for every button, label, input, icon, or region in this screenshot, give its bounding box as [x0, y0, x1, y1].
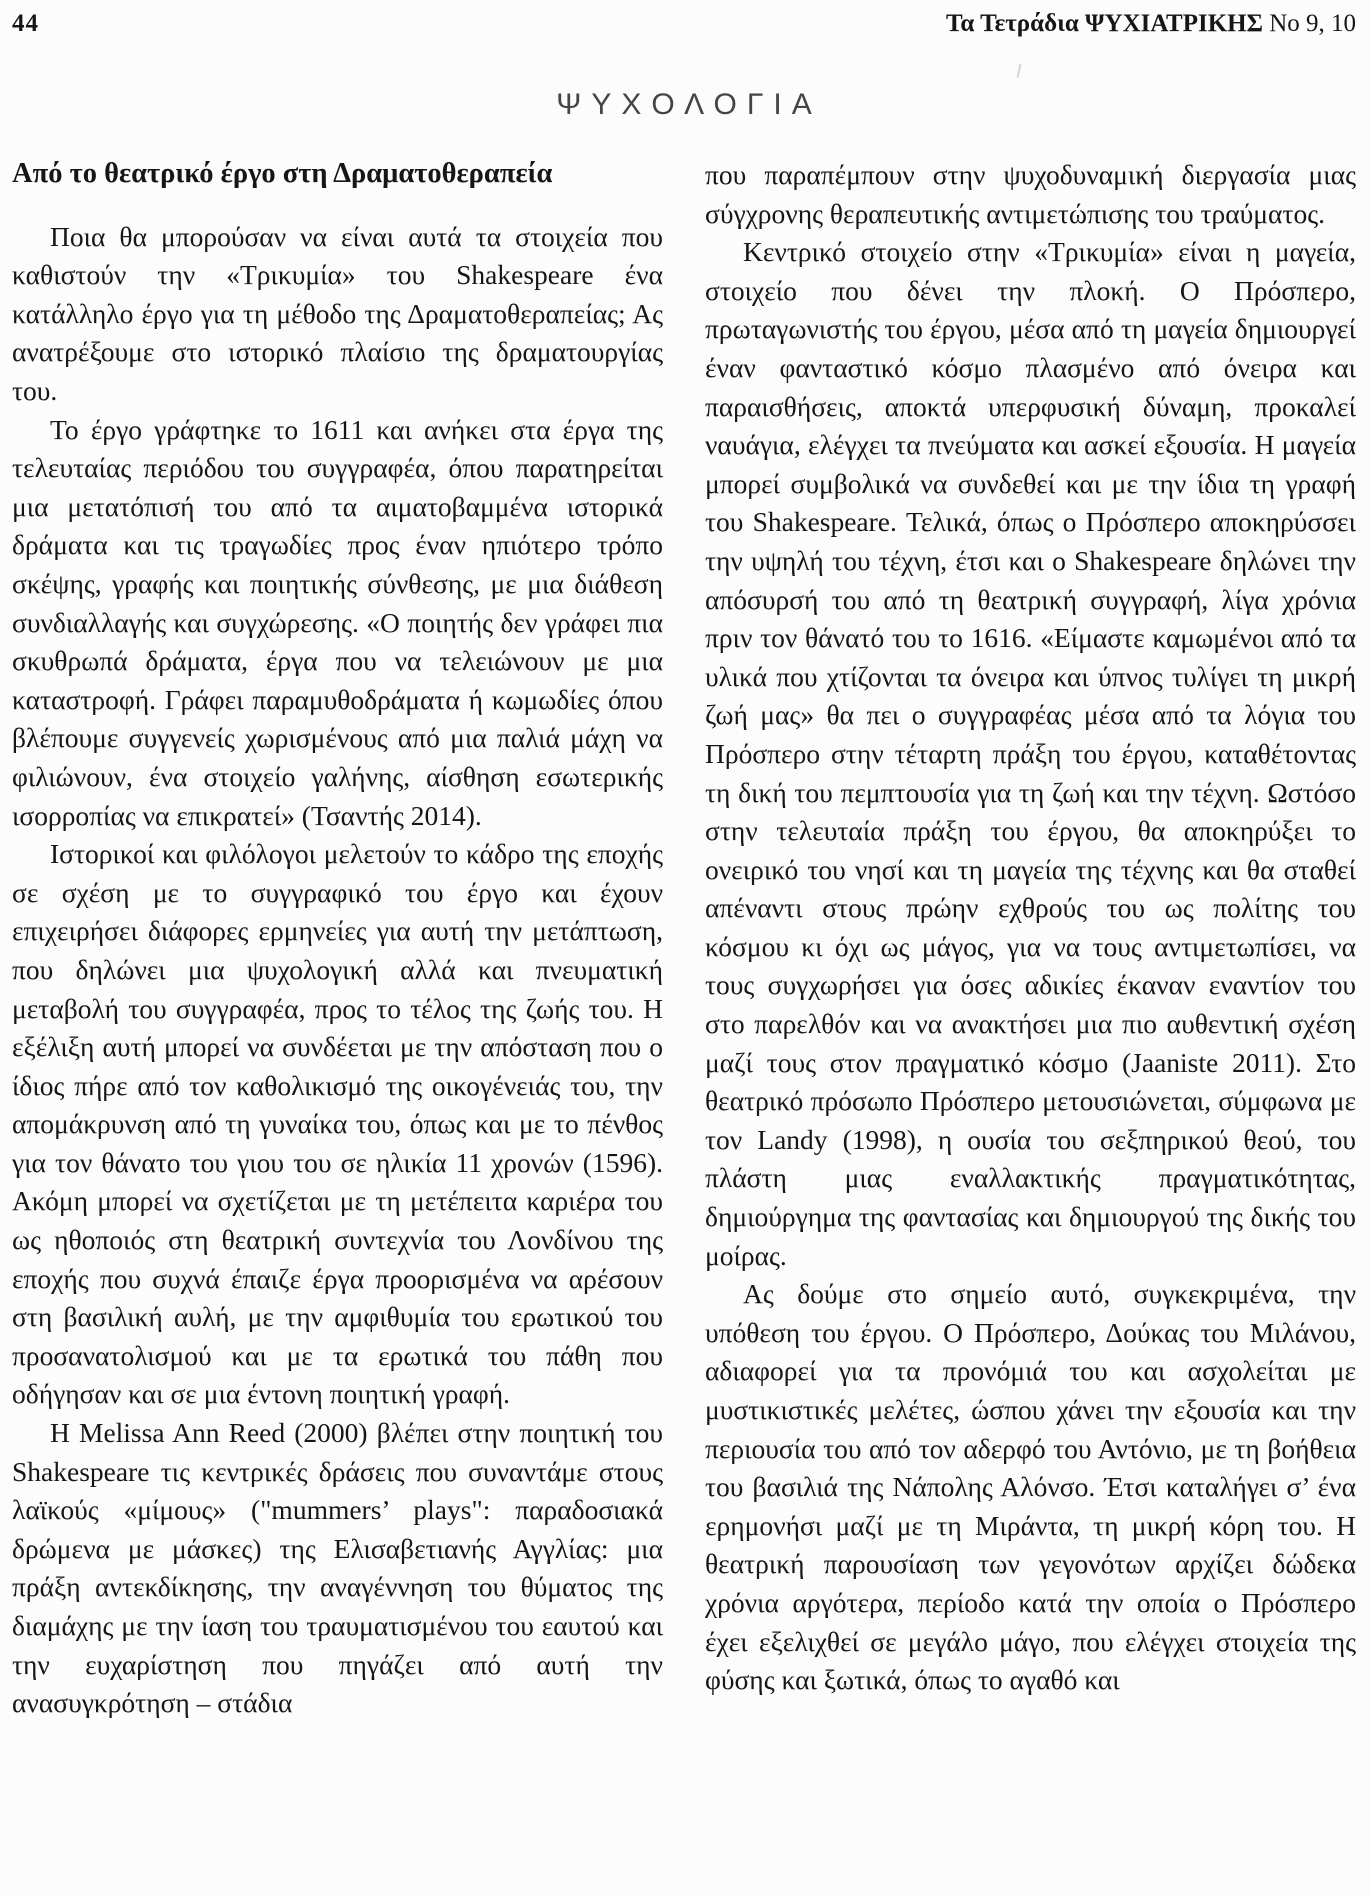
paragraph: Ποια θα μπορούσαν να είναι αυτά τα στοιχεία που καθιστούν την «Τρικυμία» του Shakespeare ένα κατάλληλο έργο για τη μέθοδο της Δραματοθεραπείας; Ας ανατρέξουμε στο ιστορικό πλαίσιο της δραματουργίας του. — [12, 220, 663, 406]
article-title: Από το θεατρικό έργο στη Δραματοθεραπεία — [12, 158, 553, 189]
page-header — [12, 10, 1356, 38]
paragraph: Το έργο γράφτηκε το 1611 και ανήκει στα έργα της τελευταίας περιόδου του συγγραφέα, όπου παρατηρείται μια μετατόπισή του από τα αιματοβαμμένα ιστορικά δράματα και τις τραγωδίες προς έναν ηπιότερο τρόπο σκέψης, γραφής και ποιητικής σύνθεσης, με μια διάθεση συνδιαλλαγής και συγχώρεσης. «Ο ποιητής δεν γράφει πια σκυθρωπά δράματα, έργα που να τελειώνουν με μια καταστροφή. Γράφει παραμυθοδράματα ή κωμωδίες όπου βλέπουμε συγγενείς χωρισμένους από μια παλιά μάχη να φιλιώνουν, ένα στοιχείο γαλήνης, αίσθηση εσωτερικής ισορροπίας να επικρατεί» (Τσαντής 2014). — [12, 413, 663, 831]
paragraph-continuation: που παραπέμπουν στην ψυχοδυναμική διεργασία μιας σύγχρονης θεραπευτικής αντιμετώπισης του τραύματος. — [705, 159, 1356, 229]
scan-artifact — [1017, 64, 1022, 78]
left-column — [12, 156, 663, 1723]
paragraph: Ιστορικοί και φιλόλογοι μελετούν το κάδρο της εποχής σε σχέση με το συγγραφικό του έργο και έχουν επιχειρήσει διάφορες ερμηνείες για αυτή την μετάπτωση, που δηλώνει μια ψυχολογική αλλά και πνευματική μεταβολή του συγγραφέα, προς το τέλος της ζωής του. Η εξέλιξη αυτή μπορεί να συνδέεται με την απόσταση που ο ίδιος πήρε από τον καθολικισμό της οικογένειάς του, την απομάκρυνση από τη γυναίκα του, όπως και με το πένθος για τον θάνατο του γιου του σε ηλικία 11 χρονών (1596). Ακόμη μπορεί να σχετίζεται με τη μετέπειτα καριέρα του ως ηθοποιός στη θεατρική συντεχνία του Λονδίνου της εποχής που συχνά έπαιζε έργα προορισμένα να αρέσουν στη βασιλική αυλή, με την αμφιθυμία του ερωτικού του προσανατολισμού και με τα ερωτικά του πάθη που οδήγησαν και σε μια έντονη ποιητική γραφή. — [12, 838, 663, 1410]
section-heading: ΨΥΧΟΛΟΓΙΑ — [556, 88, 822, 121]
two-column-body — [12, 156, 1356, 1723]
paragraph: Ας δούμε στο σημείο αυτό, συγκεκριμένα, την υπόθεση του έργου. Ο Πρόσπερο, Δούκας του Μιλάνου, αδιαφορεί για τα προνόμιά του και ασχολείται με μυστικιστικές μελέτες, ώσπου χάνει την εξουσία και την περιουσία του από τον αδερφό του Αντόνιο, με τη βοήθεια του βασιλιά της Νάπολης Αλόνσο. Έτσι καταλήγει σ’ ένα ερημονήσι μαζί με τη Μιράντα, τη μικρή κόρη του. Η θεατρική παρουσίαση των γεγονότων αρχίζει δώδεκα χρόνια αργότερα, περίοδο κατά την οποία ο Πρόσπερο έχει εξελιχθεί σε μεγάλο μάγο, που ελέγχει στοιχεία της φύσης και ξωτικά, όπως το αγαθό και — [705, 1278, 1356, 1696]
paragraph: Κεντρικό στοιχείο στην «Τρικυμία» είναι η μαγεία, στοιχείο που δένει την πλοκή. Ο Πρόσπερο, πρωταγωνιστής του έργου, μέσα από τη μαγεία δημιουργεί έναν φανταστικό κόσμο πλασμένο από όνειρα και παραισθήσεις, αποκτά υπερφυσική δύναμη, προκαλεί ναυάγια, ελέγχει τα πνεύματα και ασκεί εξουσία. Η μαγεία μπορεί συμβολικά να συνδεθεί και με την ίδια τη γραφή του Shakespeare. Τελικά, όπως ο Πρόσπερο αποκηρύσσει την υψηλή του τέχνη, έτσι και ο Shakespeare δηλώνει την απόσυρσή του από τη θεατρική συγγραφή, λίγα χρόνια πριν τον θάνατό του το 1616. «Είμαστε καμωμένοι από τα υλικά που χτίζονται τα όνειρα και ύπνος τυλίγει τη μικρή ζωή μας» θα πει ο συγγραφέας μέσα από τα λόγια του Πρόσπερο στην τέταρτη πράξη του έργου, καταθέτοντας τη δική του πεμπτουσία για τη ζωή και την τέχνη. Ωστόσο στην τελευταία πράξη του έργου, θα αποκηρύξει το ονειρικό του νησί και τη μαγεία της τέχνης και θα σταθεί απέναντι στους πρώην εχθρούς του ως πολίτης του κόσμου κι όχι ως μάγος, για να τους αντιμετωπίσει, να τους συγχωρήσει για όσες αδικίες έκαναν εναντίον του στο παρελθόν και να ανακτήσει μια πιο αυθεντική σχέση μαζί τους στον πραγματικό κόσμο (Jaaniste 2011). Στο θεατρικό πρόσωπο Πρόσπερο μετουσιώνεται, σύμφωνα με τον Landy (1998), η ουσία του σεξπηρικού θεού, του πλάστη μιας εναλλακτικής πραγματικότητας, δημιούργημα της φαντασίας και δημιουργού της δικής του μοίρας. — [705, 236, 1356, 1271]
right-column — [705, 156, 1356, 1723]
journal-issue-number: Νο 9, 10 — [1269, 10, 1356, 37]
page-number: 44 — [12, 10, 39, 37]
paragraph: Η Melissa Ann Reed (2000) βλέπει στην ποιητική του Shakespeare τις κεντρικές δράσεις που συναντάμε στους λαϊκούς «μίμους» ("mummers’ plays": παραδοσιακά δρώμενα με μάσκες) της Ελισαβετιανής Αγγλίας: μια πράξη αντεκδίκησης, την αναγέννηση του θύματος της διαμάχης με την ίαση του τραυματισμένου του εαυτού και την ευχαρίστηση που πηγάζει από αυτή την ανασυγκρότηση – στάδια — [12, 1417, 663, 1719]
journal-title — [946, 10, 1356, 38]
journal-name: Τα Τετράδια ΨΥΧΙΑΤΡΙΚΗΣ — [946, 10, 1263, 37]
